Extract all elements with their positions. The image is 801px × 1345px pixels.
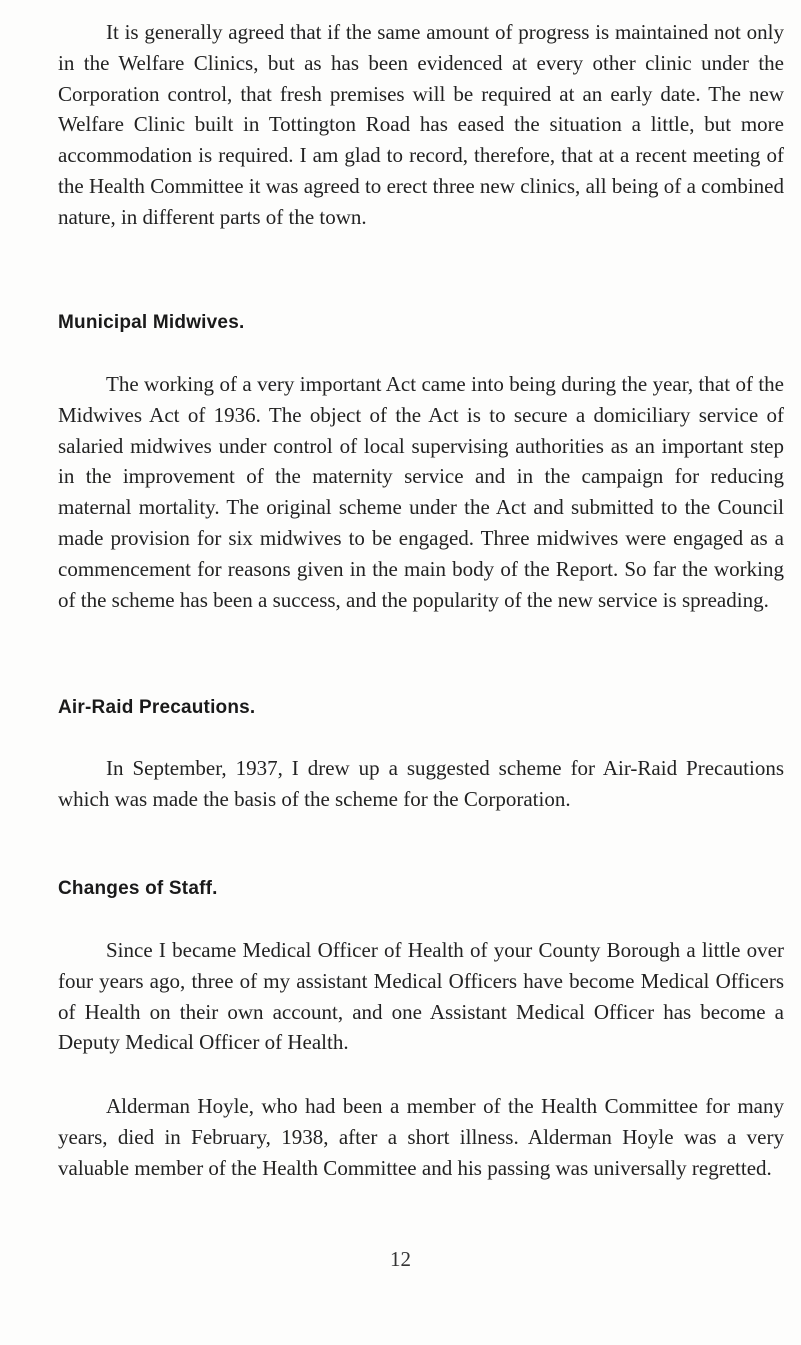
- paragraph-alderman-hoyle: Alderman Hoyle, who had been a member of the Health Committee for many years, died in February, 1938, after a short illness. Alderman Hoyle was a very valuable member of the Health Committee and his passing was universally regretted.: [58, 1094, 784, 1180]
- paragraph-air-raid: In September, 1937, I drew up a suggested scheme for Air-Raid Precautions which was made the basis of the scheme for the Corporation.: [58, 756, 784, 811]
- page-number: 12: [390, 1247, 411, 1271]
- heading-municipal-midwives: Municipal Midwives.: [58, 312, 245, 333]
- paragraph-midwives-act: The working of a very important Act came into being during the year, that of the Midwives Act of 1936. The object of the Act is to secure a domiciliary service of salaried midwives under control of local supervising authorities as an important step in the improvement of the maternity service and in the campaign for reducing maternal mortality. The original scheme under the Act and submitted to the Council made provision for six midwives to be engaged. Three midwives were engaged as a commencement for reasons given in the main body of the Report. So far the working of the scheme has been a success, and the popularity of the new service is spreading.: [58, 372, 784, 612]
- paragraph-staff-changes: Since I became Medical Officer of Health of your County Borough a little over four years ago, three of my assistant Medical Officers have become Medical Officers of Health on their own account, and one Assistant Medical Officer has become a Deputy Medical Officer of Health.: [58, 938, 784, 1055]
- heading-air-raid-precautions: Air-Raid Precautions.: [58, 697, 256, 718]
- heading-changes-of-staff: Changes of Staff.: [58, 878, 218, 899]
- paragraph-welfare-clinics: It is generally agreed that if the same amount of progress is maintained not only in the Welfare Clinics, but as has been evidenced at every other clinic under the Corporation control, that fresh premises will be required at an early date. The new Welfare Clinic built in Tottington Road has eased the situation a little, but more accommodation is required. I am glad to record, therefore, that at a recent meeting of the Health Committee it was agreed to erect three new clinics, all being of a combined nature, in different parts of the town.: [58, 20, 784, 229]
